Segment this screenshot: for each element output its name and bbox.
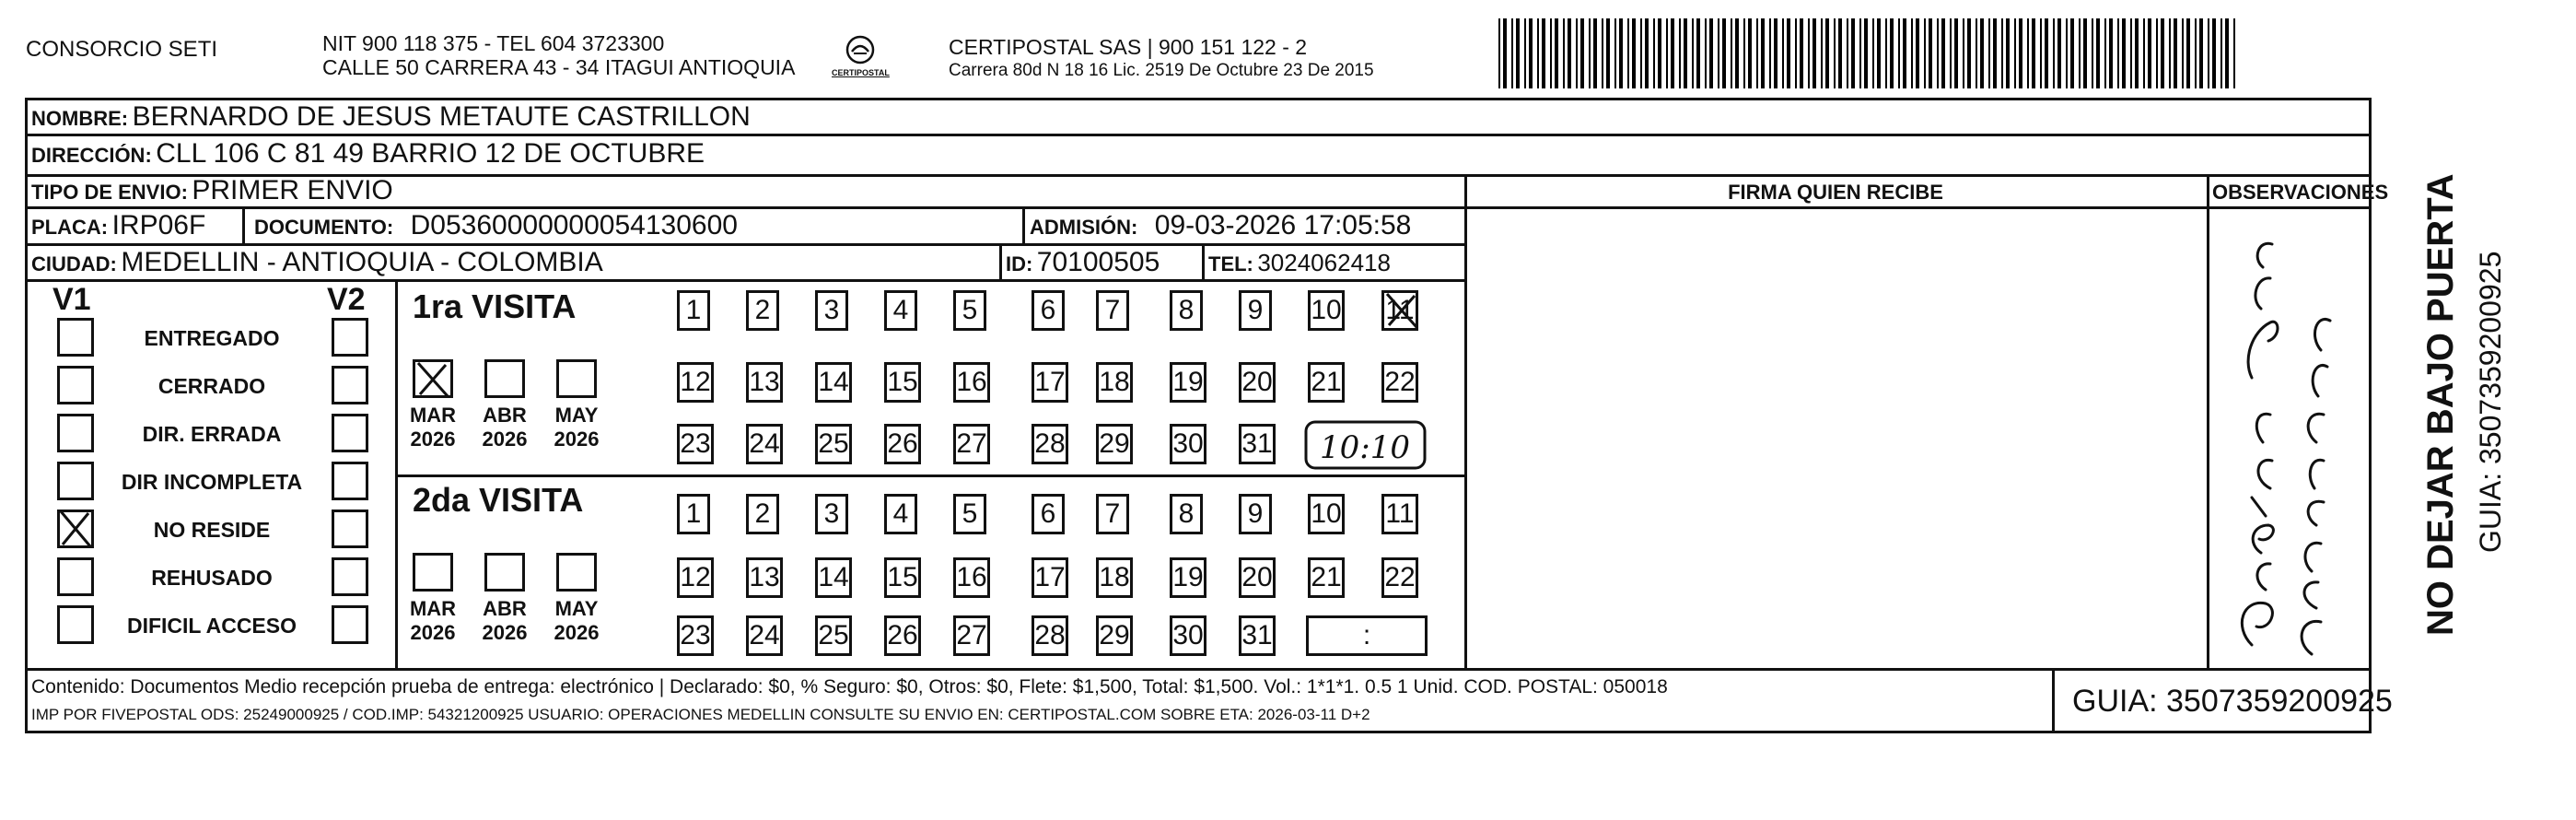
second-visit-day-box[interactable]: 15: [884, 557, 921, 598]
second-visit-day-box[interactable]: 9: [1239, 494, 1272, 534]
first-visit-month-checkbox[interactable]: [556, 359, 597, 398]
observaciones-label: OBSERVACIONES: [2212, 181, 2389, 204]
row-divider: [25, 206, 1464, 209]
row-divider: [25, 243, 1464, 246]
first-visit-day-box[interactable]: 29: [1096, 424, 1133, 464]
row-divider: [25, 134, 2372, 136]
ciudad-label: CIUDAD:: [31, 252, 117, 275]
v1-checkbox[interactable]: [57, 605, 94, 644]
documento-value: D05360000000054130600: [410, 210, 738, 240]
admision-value: 09-03-2026 17:05:58: [1154, 210, 1412, 240]
status-option-label: CERRADO: [157, 374, 266, 398]
col-divider: [242, 206, 245, 243]
col-divider: [1464, 174, 1467, 668]
id-value: 70100505: [1036, 247, 1160, 277]
placa-value: IRP06F: [111, 210, 206, 240]
second-visit-day-box[interactable]: 8: [1170, 494, 1203, 534]
first-visit-day-box[interactable]: 1: [677, 290, 710, 331]
check-mark-icon: [411, 357, 455, 402]
certipostal-line-1: CERTIPOSTAL SAS | 900 151 122 - 2: [949, 35, 1308, 59]
certipostal-line-2: Carrera 80d N 18 16 Lic. 2519 De Octubre 23 De 2015: [949, 61, 1374, 80]
side-notice: NO DEJAR BAJO PUERTA: [2420, 173, 2461, 636]
second-visit-day-box[interactable]: 20: [1239, 557, 1276, 598]
first-visit-day-box[interactable]: 10: [1308, 290, 1345, 331]
row-divider: [1464, 206, 2372, 209]
nit-line-1: NIT 900 118 375 - TEL 604 3723300: [322, 31, 665, 55]
second-visit-day-box[interactable]: 29: [1096, 615, 1133, 656]
first-visit-day-box[interactable]: 23: [677, 424, 714, 464]
first-visit-day-box[interactable]: 28: [1032, 424, 1068, 464]
second-visit-day-box[interactable]: 22: [1381, 557, 1418, 598]
second-visit-day-box[interactable]: 19: [1170, 557, 1206, 598]
v2-checkbox[interactable]: [332, 414, 368, 452]
direccion-label: DIRECCIÓN:: [31, 144, 152, 167]
second-visit-day-box[interactable]: 12: [677, 557, 714, 598]
second-visit-day-box[interactable]: 18: [1096, 557, 1133, 598]
status-option-label: REHUSADO: [151, 566, 273, 590]
footer-guia: GUIA: 3507359200925: [2072, 684, 2393, 719]
id-label: ID:: [1006, 252, 1033, 275]
handwritten-time: [1303, 419, 1428, 471]
status-option-label: NO RESIDE: [153, 518, 271, 542]
first-visit-month-label: MAR 2026: [409, 404, 457, 451]
footer-print-line: IMP POR FIVEPOSTAL ODS: 25249000925 / COD.IMP: 54321200925 USUARIO: OPERACIONES MEDELLIN CONSULTE SU ENVIO EN: CERTIPOSTAL.COM SOBRE ETA: 2026-03-11 D+2: [31, 706, 1370, 723]
second-visit-day-box[interactable]: 14: [815, 557, 852, 598]
v2-checkbox[interactable]: [332, 510, 368, 548]
second-visit-month-checkbox[interactable]: [556, 553, 597, 592]
check-mark-icon: [1380, 288, 1424, 333]
side-guia: GUIA: 3507359200925: [2474, 251, 2507, 553]
observaciones-handwriting: [2215, 221, 2362, 663]
ciudad-value: MEDELLIN - ANTIOQUIA - COLOMBIA: [121, 247, 603, 277]
second-visit-month-checkbox[interactable]: [484, 553, 525, 592]
col-divider: [1202, 243, 1205, 279]
first-visit-day-box[interactable]: 5: [953, 290, 986, 331]
second-visit-day-box[interactable]: 27: [953, 615, 990, 656]
first-visit-day-box[interactable]: 9: [1239, 290, 1272, 331]
admision-label: ADMISIÓN:: [1030, 216, 1138, 239]
second-visit-day-box[interactable]: 4: [884, 494, 917, 534]
second-visit-day-box[interactable]: 10: [1308, 494, 1345, 534]
first-visit-day-box[interactable]: 19: [1170, 362, 1206, 403]
second-visit-day-box[interactable]: 16: [953, 557, 990, 598]
col-divider: [2207, 174, 2209, 668]
v2-checkbox[interactable]: [332, 605, 368, 644]
second-visit-day-box[interactable]: 26: [884, 615, 921, 656]
first-visit-day-box[interactable]: 22: [1381, 362, 1418, 403]
direccion-value: CLL 106 C 81 49 BARRIO 12 DE OCTUBRE: [156, 138, 705, 169]
firma-label: FIRMA QUIEN RECIBE: [1728, 181, 1943, 204]
first-visit-day-box[interactable]: 17: [1032, 362, 1068, 403]
second-visit-day-box[interactable]: 6: [1032, 494, 1065, 534]
second-visit-day-box[interactable]: 31: [1239, 615, 1276, 656]
v2-checkbox[interactable]: [332, 318, 368, 357]
row-divider: [25, 279, 1464, 282]
second-visit-day-box[interactable]: 1: [677, 494, 710, 534]
status-option-label: DIR. ERRADA: [142, 422, 282, 446]
first-visit-day-box[interactable]: 25: [815, 424, 852, 464]
v1-checkbox[interactable]: [57, 318, 94, 357]
logo-text: CERTIPOSTAL: [832, 68, 890, 77]
first-visit-day-box[interactable]: 13: [746, 362, 783, 403]
first-visit-day-box[interactable]: 20: [1239, 362, 1276, 403]
col-divider: [395, 279, 398, 668]
second-visit-day-box[interactable]: 5: [953, 494, 986, 534]
second-visit-day-box[interactable]: 2: [746, 494, 779, 534]
tipo-envio-value: PRIMER ENVIO: [192, 175, 393, 205]
first-visit-day-box[interactable]: 26: [884, 424, 921, 464]
col-divider: [2052, 668, 2055, 733]
second-visit-day-box[interactable]: 28: [1032, 615, 1068, 656]
row-divider: [395, 474, 1464, 477]
tipo-envio-label: TIPO DE ENVIO:: [31, 181, 188, 204]
first-visit-day-box[interactable]: 8: [1170, 290, 1203, 331]
documento-label: DOCUMENTO:: [254, 216, 394, 239]
first-visit-day-box[interactable]: 31: [1239, 424, 1276, 464]
v1-checkbox[interactable]: [57, 462, 94, 500]
footer-content-line: Contenido: Documentos Medio recepción prueba de entrega: electrónico | Declarado: $0, % Seguro: $0, Otros: $0, Flete: $1,500, Total: $1,500. Vol.: 1*1*1. 0.5 1 Unid. COD. POSTAL: 050018: [31, 676, 1668, 697]
v2-checkbox[interactable]: [332, 462, 368, 500]
first-visit-month-label: ABR 2026: [482, 404, 528, 451]
second-visit-month-label: ABR 2026: [482, 597, 528, 644]
company-name: CONSORCIO SETI: [26, 37, 218, 62]
status-option-label: DIFICIL ACCESO: [126, 614, 297, 638]
second-visit-month-checkbox[interactable]: [413, 553, 453, 592]
handwritten-time-text: 10:10: [1320, 429, 1410, 466]
certipostal-logo: [832, 33, 889, 85]
v1-checkbox[interactable]: [57, 557, 94, 596]
nombre-value: BERNARDO DE JESUS METAUTE CASTRILLON: [132, 101, 751, 132]
second-visit-month-label: MAY 2026: [554, 597, 600, 644]
second-visit-title: 2da VISITA: [413, 481, 584, 519]
second-visit-time-box[interactable]: :: [1306, 615, 1428, 656]
first-visit-day-box[interactable]: 7: [1096, 290, 1129, 331]
second-visit-day-box[interactable]: 3: [815, 494, 848, 534]
v1-label: V1: [52, 282, 91, 317]
first-visit-day-box[interactable]: 4: [884, 290, 917, 331]
first-visit-title: 1ra VISITA: [413, 287, 577, 325]
first-visit-day-box[interactable]: 21: [1308, 362, 1345, 403]
first-visit-day-box[interactable]: 16: [953, 362, 990, 403]
first-visit-day-box[interactable]: 24: [746, 424, 783, 464]
first-visit-day-box[interactable]: 12: [677, 362, 714, 403]
second-visit-day-box[interactable]: 21: [1308, 557, 1345, 598]
first-visit-day-box[interactable]: 11: [1381, 290, 1418, 331]
tel-label: TEL:: [1208, 252, 1253, 275]
nombre-label: NOMBRE:: [31, 107, 129, 130]
barcode: [1498, 18, 2240, 88]
tel-value: 3024062418: [1257, 249, 1391, 276]
second-visit-day-box[interactable]: 17: [1032, 557, 1068, 598]
first-visit-month-label: MAY 2026: [554, 404, 600, 451]
status-option-label: ENTREGADO: [144, 326, 280, 350]
first-visit-day-box[interactable]: 18: [1096, 362, 1133, 403]
first-visit-day-box[interactable]: 2: [746, 290, 779, 331]
col-divider: [1022, 206, 1025, 243]
check-mark-icon: [55, 508, 96, 550]
first-visit-day-box[interactable]: 6: [1032, 290, 1065, 331]
second-visit-day-box[interactable]: 11: [1381, 494, 1418, 534]
first-visit-day-box[interactable]: 15: [884, 362, 921, 403]
v1-checkbox[interactable]: [57, 414, 94, 452]
placa-label: PLACA:: [31, 216, 109, 239]
row-divider: [25, 668, 2372, 671]
first-visit-day-box[interactable]: 27: [953, 424, 990, 464]
second-visit-day-box[interactable]: 23: [677, 615, 714, 656]
v2-checkbox[interactable]: [332, 557, 368, 596]
first-visit-month-checkbox[interactable]: [484, 359, 525, 398]
second-visit-day-box[interactable]: 7: [1096, 494, 1129, 534]
second-visit-day-box[interactable]: 25: [815, 615, 852, 656]
first-visit-day-box[interactable]: 14: [815, 362, 852, 403]
v2-checkbox[interactable]: [332, 366, 368, 404]
v2-label: V2: [327, 282, 366, 317]
second-visit-day-box[interactable]: 30: [1170, 615, 1206, 656]
v1-checkbox[interactable]: [57, 366, 94, 404]
nit-line-2: CALLE 50 CARRERA 43 - 34 ITAGUI ANTIOQUIA: [322, 55, 796, 79]
second-visit-day-box[interactable]: 24: [746, 615, 783, 656]
first-visit-day-box[interactable]: 30: [1170, 424, 1206, 464]
first-visit-day-box[interactable]: 3: [815, 290, 848, 331]
second-visit-day-box[interactable]: 13: [746, 557, 783, 598]
col-divider: [999, 243, 1002, 279]
second-visit-month-label: MAR 2026: [409, 597, 457, 644]
status-option-label: DIR INCOMPLETA: [121, 470, 303, 494]
